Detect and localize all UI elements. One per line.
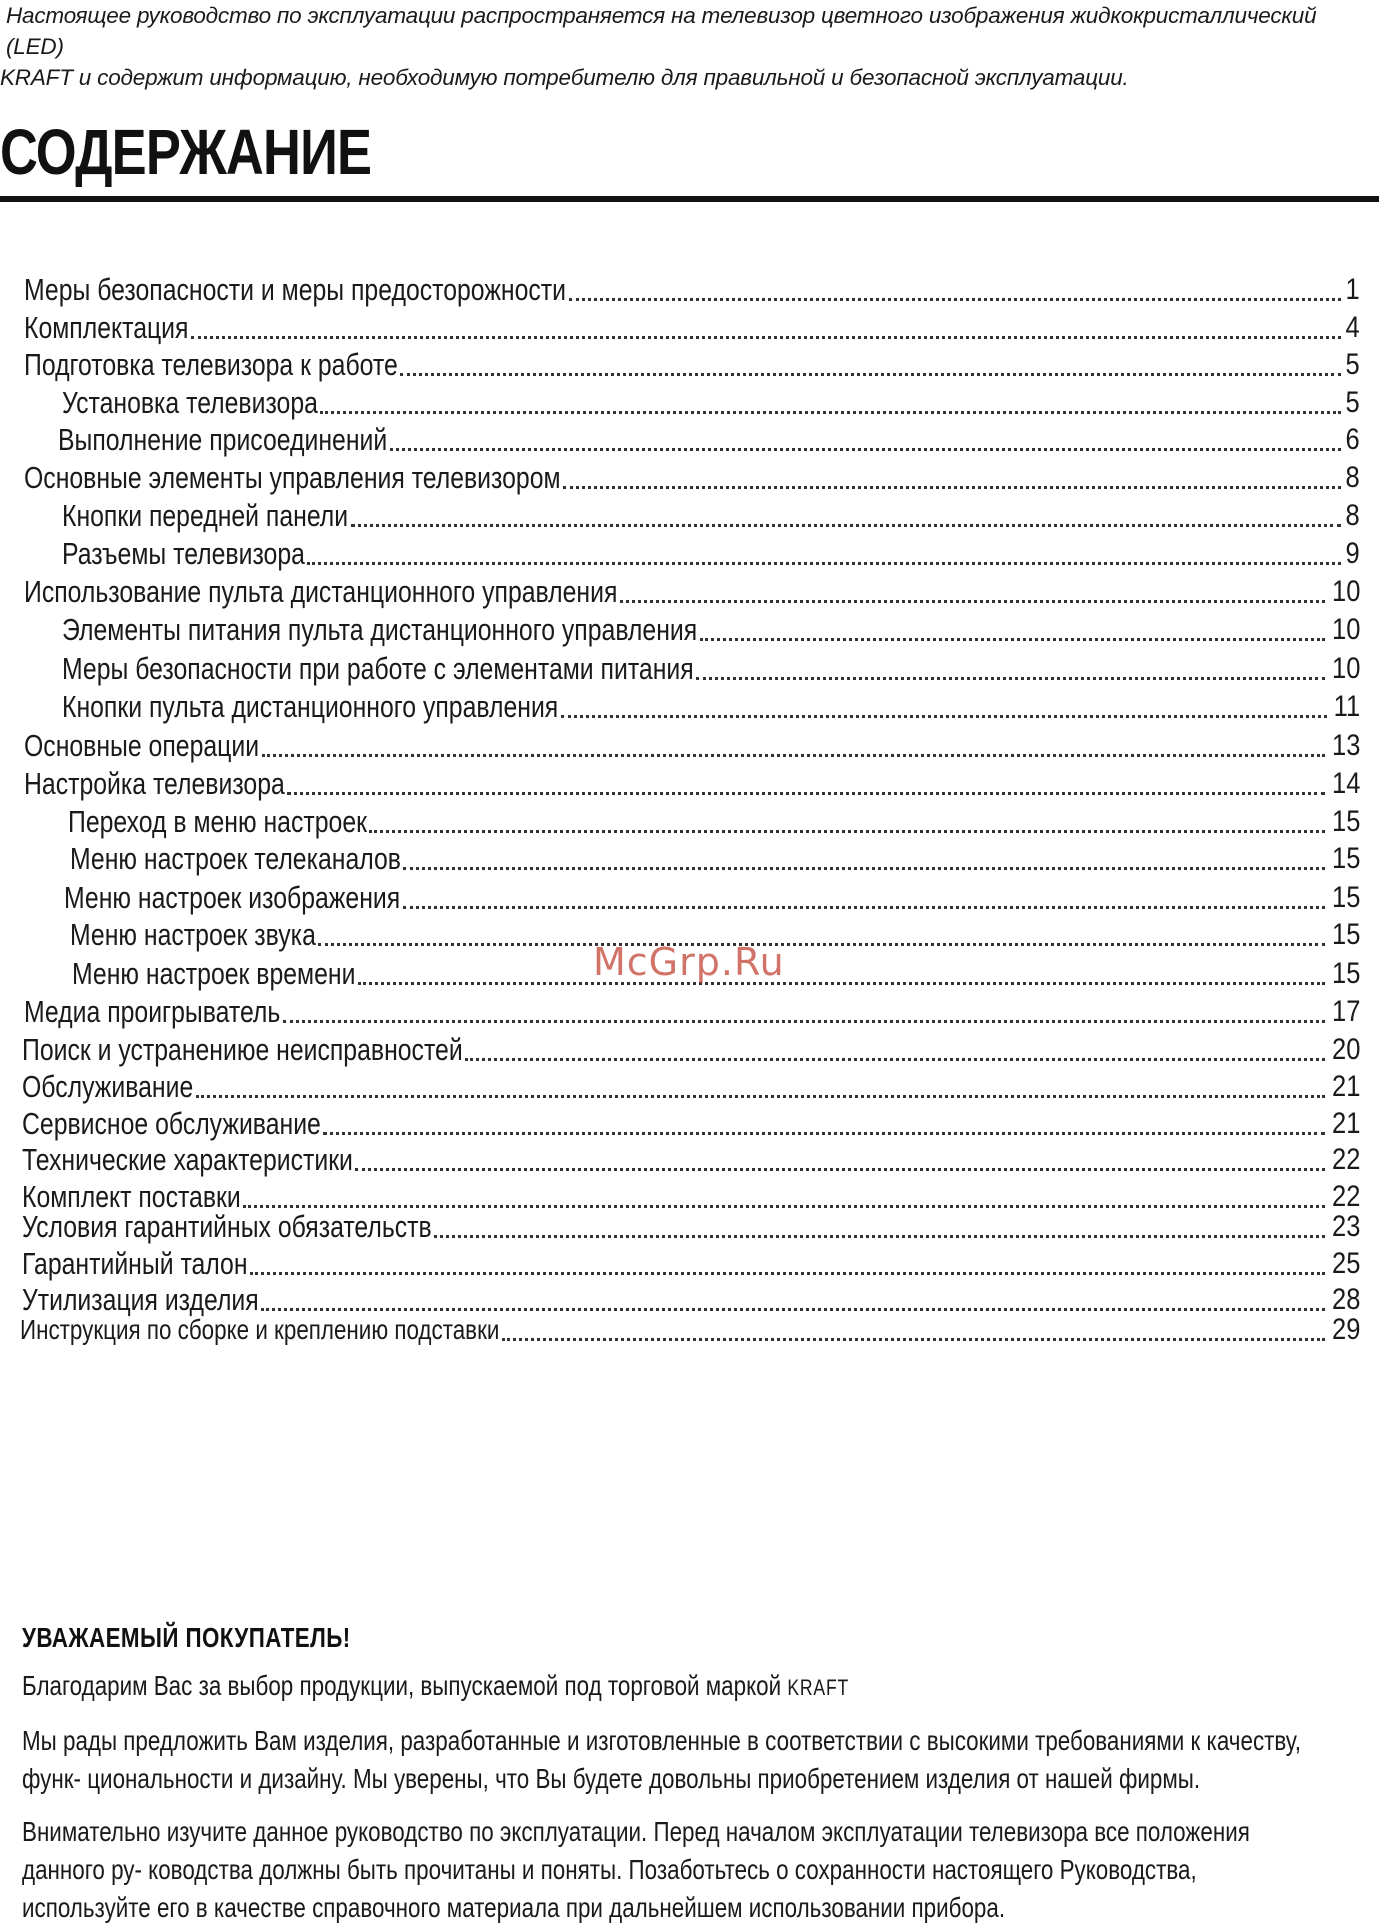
toc-entry-page: 4 (1345, 311, 1360, 344)
toc-entry-page: 9 (1345, 537, 1360, 570)
customer-p3-line-3: используйте его в качестве справочного материала при дальнейшем использовании прибора. (22, 1892, 1006, 1923)
toc-entry-label: Меры безопасности и меры предосторожности (24, 272, 567, 307)
toc-entry-label: Переход в меню настроек (68, 804, 367, 839)
toc-entry (22, 1030, 1360, 1070)
toc-entry-label: Настройка телевизора (24, 766, 285, 801)
toc-entry-page: 15 (1331, 881, 1360, 914)
toc-entry-page: 22 (1331, 1180, 1360, 1213)
toc-entry-page: 5 (1345, 386, 1360, 419)
toc-entry-page: 11 (1333, 690, 1360, 723)
toc-leader-dots (191, 308, 1341, 348)
toc-entry-label: Условия гарантийных обязательств (22, 1209, 432, 1244)
intro-line-2: KRAFT и содержит информацию, необходимую потребителю для правильной и безопасной эксплуатации. (0, 65, 1129, 90)
watermark: McGrp.Ru (593, 940, 785, 984)
toc-entry-label: Использование пульта дистанционного управления (24, 574, 618, 609)
toc-entry-page: 25 (1331, 1247, 1360, 1280)
toc-entry-label: Сервисное обслуживание (22, 1106, 321, 1141)
toc-entry (22, 1244, 1360, 1284)
toc-leader-dots (696, 649, 1325, 689)
toc-entry-label: Подготовка телевизора к работе (24, 347, 398, 382)
toc-entry (64, 878, 1360, 918)
customer-p2-line-1: Мы рады предложить Вам изделия, разработанные и изготовленные в соответствии с высокими требованиями к качеству, (22, 1725, 1301, 1756)
toc-entry-page: 29 (1331, 1313, 1360, 1346)
customer-p3-line-2: данного ру- ководства должны быть прочитаны и поняты. Позаботьтесь о сохранности настоящего Руководства, (22, 1854, 1197, 1885)
toc-entry-label: Меню настроек звука (70, 917, 316, 952)
toc-leader-dots (351, 496, 1341, 536)
toc-entry (62, 610, 1360, 650)
toc-entry-label: Меню настроек изображения (64, 880, 401, 915)
toc-entry-page: 8 (1345, 499, 1360, 532)
toc-entry (24, 572, 1360, 612)
toc-leader-dots (563, 458, 1341, 498)
toc-entry-page: 10 (1331, 575, 1360, 608)
toc-leader-dots (262, 726, 1325, 766)
toc-entry-page: 21 (1331, 1107, 1360, 1140)
toc-entry (70, 839, 1360, 879)
toc-leader-dots (320, 383, 1341, 423)
customer-p3-line-1: Внимательно изучите данное руководство по эксплуатации. Перед началом эксплуатации телевизора все положения (22, 1816, 1250, 1847)
toc-entry (22, 1207, 1360, 1247)
toc-leader-dots (569, 270, 1341, 310)
toc-entry-label: Медиа проигрыватель (24, 994, 281, 1029)
toc-entry-label: Утилизация изделия (22, 1282, 259, 1317)
customer-paragraph-2 (22, 1722, 1342, 1798)
title-divider (0, 196, 1379, 202)
toc-entry-label: Инструкция по сборке и креплению подставки (20, 1314, 500, 1345)
toc-leader-dots (196, 1067, 1325, 1107)
toc-leader-dots (250, 1244, 1325, 1284)
toc-entry (24, 308, 1360, 348)
toc-entry-label: Меры безопасности при работе с элементами питания (62, 651, 694, 686)
toc-entry-page: 6 (1345, 423, 1360, 456)
toc-entry-label: Меню настроек телеканалов (70, 841, 401, 876)
toc-entry (20, 1310, 1360, 1350)
toc-entry (22, 1104, 1360, 1144)
toc-entry (24, 726, 1360, 766)
toc-entry-page: 15 (1331, 805, 1360, 838)
toc-leader-dots (318, 915, 1325, 955)
toc-leader-dots (355, 1140, 1325, 1180)
customer-paragraph-1 (22, 1667, 1342, 1707)
toc-leader-dots (561, 687, 1327, 727)
toc-leader-dots (323, 1104, 1325, 1144)
toc-leader-dots (358, 954, 1325, 994)
customer-p1-text: Благодарим Вас за выбор продукции, выпускаемой под торговой маркой (22, 1670, 782, 1701)
toc-entry-label: Кнопки пульта дистанционного управления (62, 689, 559, 724)
toc-leader-dots (287, 764, 1325, 804)
toc-leader-dots (700, 610, 1325, 650)
intro-line-1: Настоящее руководство по эксплуатации распространяется на телевизор цветного изображения жидкокристаллический (LED) (6, 3, 1317, 59)
toc-entry (68, 802, 1360, 842)
toc-entry-label: Поиск и устранениюе неисправностей (22, 1032, 463, 1067)
toc-leader-dots (403, 878, 1325, 918)
toc-leader-dots (400, 345, 1341, 385)
toc-entry-label: Технические характеристики (22, 1142, 353, 1177)
toc-entry-page: 10 (1331, 613, 1360, 646)
toc-entry (24, 270, 1360, 310)
toc-entry-page: 28 (1331, 1283, 1360, 1316)
toc-entry-label: Обслуживание (22, 1069, 194, 1104)
toc-entry (62, 534, 1360, 574)
toc-leader-dots (502, 1310, 1325, 1350)
toc-leader-dots (390, 420, 1341, 460)
intro-text (0, 0, 1376, 93)
toc-entry-label: Меню настроек времени (72, 956, 356, 991)
toc-entry (24, 345, 1360, 385)
toc-entry-page: 8 (1345, 461, 1360, 494)
toc-entry-label: Гарантийный талон (22, 1246, 248, 1281)
toc-entry-page: 15 (1331, 918, 1360, 951)
toc-entry (62, 496, 1360, 536)
toc-leader-dots (465, 1030, 1325, 1070)
brand-name: KRAFT (787, 1675, 850, 1700)
toc-entry-page: 5 (1345, 348, 1360, 381)
toc-entry-label: Комплект поставки (22, 1179, 241, 1214)
toc-entry (62, 649, 1360, 689)
toc-leader-dots (307, 534, 1341, 574)
toc-entry-page: 15 (1331, 957, 1360, 990)
toc-entry (58, 420, 1360, 460)
toc-entry-page: 20 (1331, 1033, 1360, 1066)
toc-entry-label: Основные операции (24, 728, 260, 763)
toc-entry-page: 22 (1331, 1143, 1360, 1176)
toc-entry (24, 992, 1360, 1032)
toc-entry-label: Кнопки передней панели (62, 498, 349, 533)
toc-entry-page: 14 (1331, 767, 1360, 800)
toc-entry (62, 383, 1360, 423)
toc-entry-label: Установка телевизора (62, 385, 318, 420)
toc-entry (22, 1140, 1360, 1180)
customer-paragraph-3 (22, 1813, 1342, 1927)
toc-entry-page: 21 (1331, 1070, 1360, 1103)
toc-entry-page: 10 (1331, 652, 1360, 685)
toc-entry-label: Разъемы телевизора (62, 536, 305, 571)
toc-entry-page: 13 (1331, 729, 1360, 762)
toc-entry-page: 1 (1345, 273, 1360, 306)
toc-leader-dots (403, 839, 1325, 879)
customer-p2-line-2: функ- циональности и дизайну. Мы уверены, что Вы будете довольны приобретением изделия от нашей фирмы. (22, 1763, 1201, 1794)
toc-entry-page: 17 (1331, 995, 1360, 1028)
toc-entry-label: Основные элементы управления телевизором (24, 460, 561, 495)
toc-entry (62, 687, 1360, 727)
toc-entry (22, 1067, 1360, 1107)
toc-leader-dots (283, 992, 1325, 1032)
toc-leader-dots (369, 802, 1325, 842)
toc-entry-page: 15 (1331, 842, 1360, 875)
toc-entry (24, 458, 1360, 498)
toc-entry (24, 764, 1360, 804)
toc-entry-label: Элементы питания пульта дистанционного управления (62, 612, 698, 647)
toc-leader-dots (434, 1207, 1325, 1247)
toc-leader-dots (620, 572, 1325, 612)
toc-entry-label: Комплектация (24, 310, 189, 345)
page-title: СОДЕРЖАНИЕ (0, 116, 372, 188)
toc-entry-page: 23 (1331, 1210, 1360, 1243)
toc-entry-label: Выполнение присоединений (58, 422, 388, 457)
customer-heading: УВАЖАЕМЫЙ ПОКУПАТЕЛЬ! (22, 1622, 351, 1653)
